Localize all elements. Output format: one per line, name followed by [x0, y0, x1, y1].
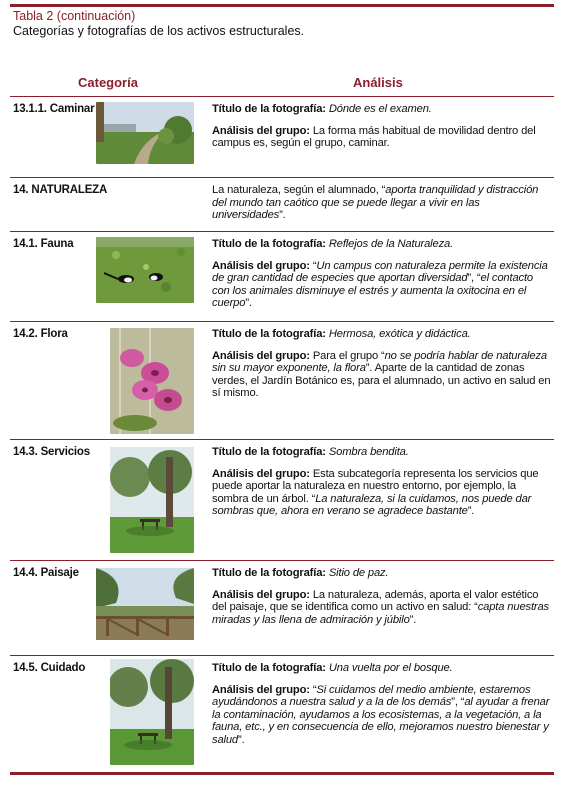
photo-magpies	[96, 237, 194, 303]
category-label: 14.3. Servicios	[13, 446, 90, 458]
table-title: Tabla 2 (continuación)	[13, 9, 136, 23]
analysis-cell: Título de la fotografía: Reflejos de la Naturaleza. Análisis del grupo: “Un campus con naturaleza permite la existencia de gran cantidad de especies que aportan diversidad”, “el contacto con los animales disminuye el estrés y aumenta la oxitocina en el cuerpo”.	[212, 238, 548, 310]
table-row-fauna	[10, 232, 554, 321]
table-header	[10, 75, 554, 95]
category-label: 14.1. Fauna	[13, 238, 74, 250]
photo-tree-shade	[110, 447, 194, 553]
table-subtitle: Categorías y fotografías de los activos estructurales.	[13, 24, 305, 38]
header-category: Categoría	[78, 75, 138, 90]
table-row-cuidado	[10, 656, 554, 770]
photo-walking-path	[96, 102, 194, 164]
photo-orchids	[110, 328, 194, 434]
category-label: 14.4. Paisaje	[13, 567, 79, 579]
table-row-flora	[10, 322, 554, 439]
photo-title: Sitio de paz.	[328, 567, 389, 579]
photo-forest-walk	[110, 659, 194, 765]
table-row-paisaje	[10, 561, 554, 655]
table-row-naturaleza	[10, 178, 554, 231]
photo-title: Sombra bendita.	[328, 446, 409, 458]
photo-title: Una vuelta por el bosque.	[328, 662, 453, 674]
top-rule	[10, 4, 554, 7]
header-analysis: Análisis	[353, 75, 403, 90]
table-row-servicios	[10, 440, 554, 560]
bottom-rule	[10, 772, 554, 775]
analysis-cell: Título de la fotografía: Sitio de paz. Análisis del grupo: La naturaleza, además, aporta el valor estético del paisaje, que se identifica como un activo en salud: “capta nuestras miradas y las llena de admiración y júbilo”.	[212, 567, 550, 626]
category-label: 14.5. Cuidado	[13, 662, 86, 674]
group-analysis: La forma más habitual de movilidad dentro del campus es, según el grupo, caminar.	[212, 124, 536, 150]
photo-title: Hermosa, exótica y didáctica.	[328, 328, 471, 340]
photo-landscape	[96, 568, 194, 640]
category-label: 14. NATURALEZA	[13, 184, 108, 196]
analysis-cell: Título de la fotografía: Hermosa, exótica y didáctica. Análisis del grupo: Para el grupo “no se podría hablar de naturaleza sin su mayor exponente, la flora”. Aparte de la cantidad de zonas verdes, el Jardín Botánico es, para el alumnado, un activo en salud en sí mismo.	[212, 328, 551, 400]
analysis-cell: Título de la fotografía: Sombra bendita. Análisis del grupo: Esta subcategoría representa los servicios que puede aportar la naturaleza en nuestro entorno, por ejemplo, la sombra de un árbol. “La naturaleza, si la cuidamos, nos puede dar sombras que, ahora en verano se agradece bastante”.	[212, 446, 539, 518]
analysis-cell: Título de la fotografía: Dónde es el examen. Análisis del grupo: La forma más habitual de movilidad dentro del campus es, según el grupo, caminar.	[212, 103, 536, 150]
category-label: 13.1.1. Caminar	[13, 103, 95, 115]
photo-title: Reflejos de la Naturaleza.	[328, 238, 454, 250]
table-row-caminar	[10, 97, 554, 177]
analysis-cell: La naturaleza, según el alumnado, “aporta tranquilidad y distracción del mundo tan caótico que se puede llegar a vivir en las universidades”.	[212, 184, 539, 222]
category-label: 14.2. Flora	[13, 328, 68, 340]
photo-title: Dónde es el examen.	[328, 103, 432, 115]
analysis-cell: Título de la fotografía: Una vuelta por el bosque. Análisis del grupo: “Si cuidamos del medio ambiente, estaremos ayudándonos a nuestra salud y a la de los demás”, “al ayudar a frenar la contaminación, ayudamos a los ecosistemas, a la vegetación, a la fauna, etc., y en consecuencia de ello, mejoramos nuestro bienestar y salud”.	[212, 662, 550, 746]
